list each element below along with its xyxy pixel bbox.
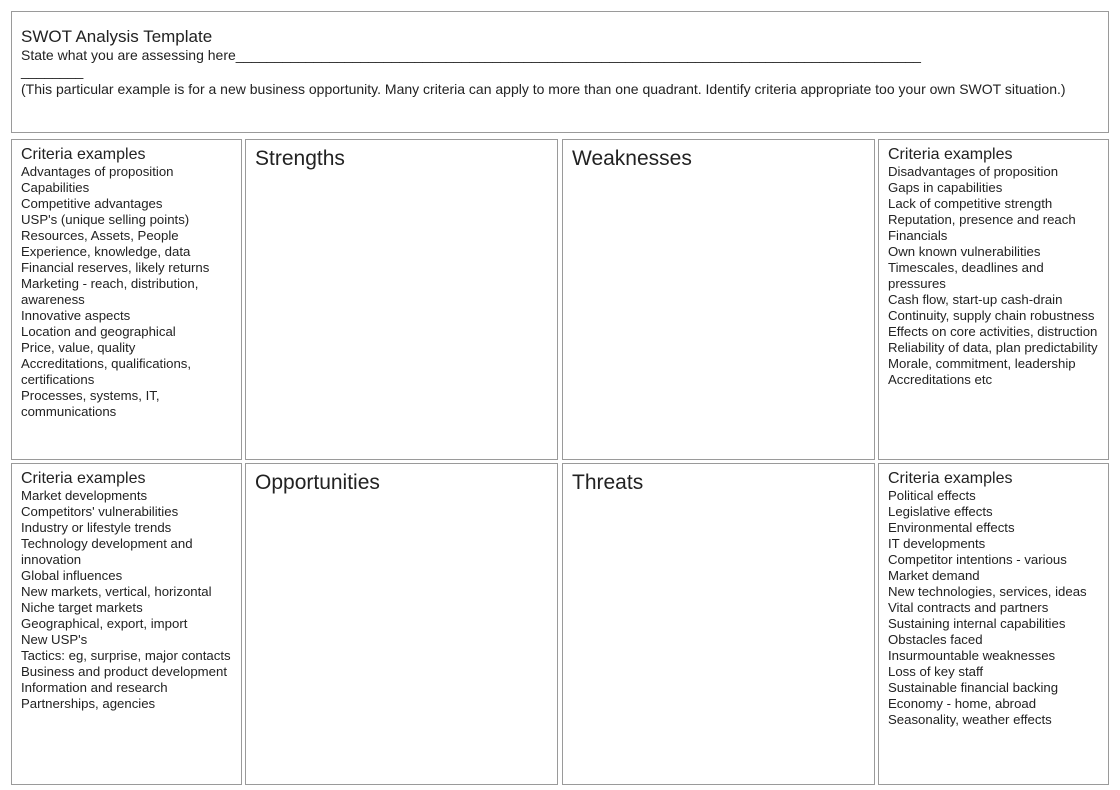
threats-criteria-list — [888, 488, 1099, 728]
criteria-item: Competitors' vulnerabilities — [21, 504, 179, 519]
criteria-item: Location and geographical — [21, 324, 176, 339]
criteria-item: Marketing - reach, distribution, awareness — [21, 276, 199, 307]
criteria-item: Own known vulnerabilities — [888, 244, 1041, 259]
criteria-item: Sustainable financial backing — [888, 680, 1059, 695]
criteria-item: New markets, vertical, horizontal — [21, 584, 212, 599]
criteria-item: Advantages of proposition — [21, 164, 174, 179]
threats-quadrant[interactable] — [562, 463, 875, 785]
criteria-item: USP's (unique selling points) — [21, 212, 190, 227]
criteria-title: Criteria examples — [888, 470, 1013, 487]
criteria-item: Market demand — [888, 568, 980, 583]
criteria-item: Experience, knowledge, data — [21, 244, 191, 259]
assessment-prompt: State what you are assessing here________________________________________________________________________________________________ — [21, 47, 921, 79]
criteria-item: New USP's — [21, 632, 88, 647]
criteria-item: Insurmountable weaknesses — [888, 648, 1056, 663]
criteria-item: Economy - home, abroad — [888, 696, 1037, 711]
criteria-item: Sustaining internal capabilities — [888, 616, 1066, 631]
threats-criteria-box — [878, 463, 1109, 785]
weaknesses-criteria-box — [878, 139, 1109, 460]
criteria-item: Seasonality, weather effects — [888, 712, 1052, 727]
criteria-item: Accreditations, qualifications, certifications — [21, 356, 192, 387]
criteria-item: Niche target markets — [21, 600, 143, 615]
criteria-item: Morale, commitment, leadership — [888, 356, 1076, 371]
criteria-item: Environmental effects — [888, 520, 1015, 535]
criteria-item: Partnerships, agencies — [21, 696, 156, 711]
criteria-item: Timescales, deadlines and pressures — [888, 260, 1044, 291]
criteria-item: Continuity, supply chain robustness — [888, 308, 1095, 323]
criteria-item: Business and product development — [21, 664, 228, 679]
opportunities-criteria-list — [21, 488, 232, 712]
strengths-criteria-list — [21, 164, 232, 420]
criteria-item: Technology development and innovation — [21, 536, 193, 567]
weaknesses-title: Weaknesses — [572, 147, 692, 170]
criteria-item: Market developments — [21, 488, 148, 503]
criteria-item: Competitive advantages — [21, 196, 163, 211]
criteria-item: Lack of competitive strength — [888, 196, 1053, 211]
criteria-item: Cash flow, start-up cash-drain — [888, 292, 1063, 307]
criteria-item: Tactics: eg, surprise, major contacts — [21, 648, 231, 663]
criteria-item: Information and research — [21, 680, 168, 695]
criteria-item: Political effects — [888, 488, 976, 503]
opportunities-quadrant[interactable] — [245, 463, 558, 785]
criteria-item: Capabilities — [21, 180, 90, 195]
criteria-item: Vital contracts and partners — [888, 600, 1049, 615]
criteria-item: Obstacles faced — [888, 632, 983, 647]
weaknesses-criteria-list — [888, 164, 1099, 388]
criteria-item: Financial reserves, likely returns — [21, 260, 210, 275]
criteria-item: Gaps in capabilities — [888, 180, 1003, 195]
threats-title: Threats — [572, 471, 644, 494]
criteria-item: Competitor intentions - various — [888, 552, 1067, 567]
header-panel — [11, 11, 1109, 133]
strengths-quadrant[interactable] — [245, 139, 558, 460]
weaknesses-quadrant[interactable] — [562, 139, 875, 460]
criteria-item: Loss of key staff — [888, 664, 984, 679]
criteria-title: Criteria examples — [888, 146, 1013, 163]
instructions-note: (This particular example is for a new business opportunity. Many criteria can apply to more than one quadrant. Identify criteria appropriate too your own SWOT situation.) — [21, 81, 1066, 97]
opportunities-title: Opportunities — [255, 471, 380, 494]
criteria-item: Disadvantages of proposition — [888, 164, 1059, 179]
criteria-item: IT developments — [888, 536, 986, 551]
criteria-item: Geographical, export, import — [21, 616, 188, 631]
criteria-item: Innovative aspects — [21, 308, 131, 323]
criteria-item: Global influences — [21, 568, 123, 583]
criteria-item: Legislative effects — [888, 504, 993, 519]
criteria-item: Reliability of data, plan predictability — [888, 340, 1098, 355]
criteria-item: Resources, Assets, People — [21, 228, 179, 243]
strengths-criteria-box — [11, 139, 242, 460]
criteria-title: Criteria examples — [21, 470, 146, 487]
criteria-item: Industry or lifestyle trends — [21, 520, 172, 535]
criteria-item: Effects on core activities, distruction — [888, 324, 1098, 339]
criteria-item: New technologies, services, ideas — [888, 584, 1087, 599]
criteria-item: Reputation, presence and reach — [888, 212, 1076, 227]
page-title: SWOT Analysis Template — [21, 27, 213, 46]
criteria-item: Financials — [888, 228, 948, 243]
criteria-item: Price, value, quality — [21, 340, 136, 355]
criteria-item: Processes, systems, IT, communications — [21, 388, 160, 419]
criteria-title: Criteria examples — [21, 146, 146, 163]
criteria-item: Accreditations etc — [888, 372, 993, 387]
opportunities-criteria-box — [11, 463, 242, 785]
strengths-title: Strengths — [255, 147, 345, 170]
